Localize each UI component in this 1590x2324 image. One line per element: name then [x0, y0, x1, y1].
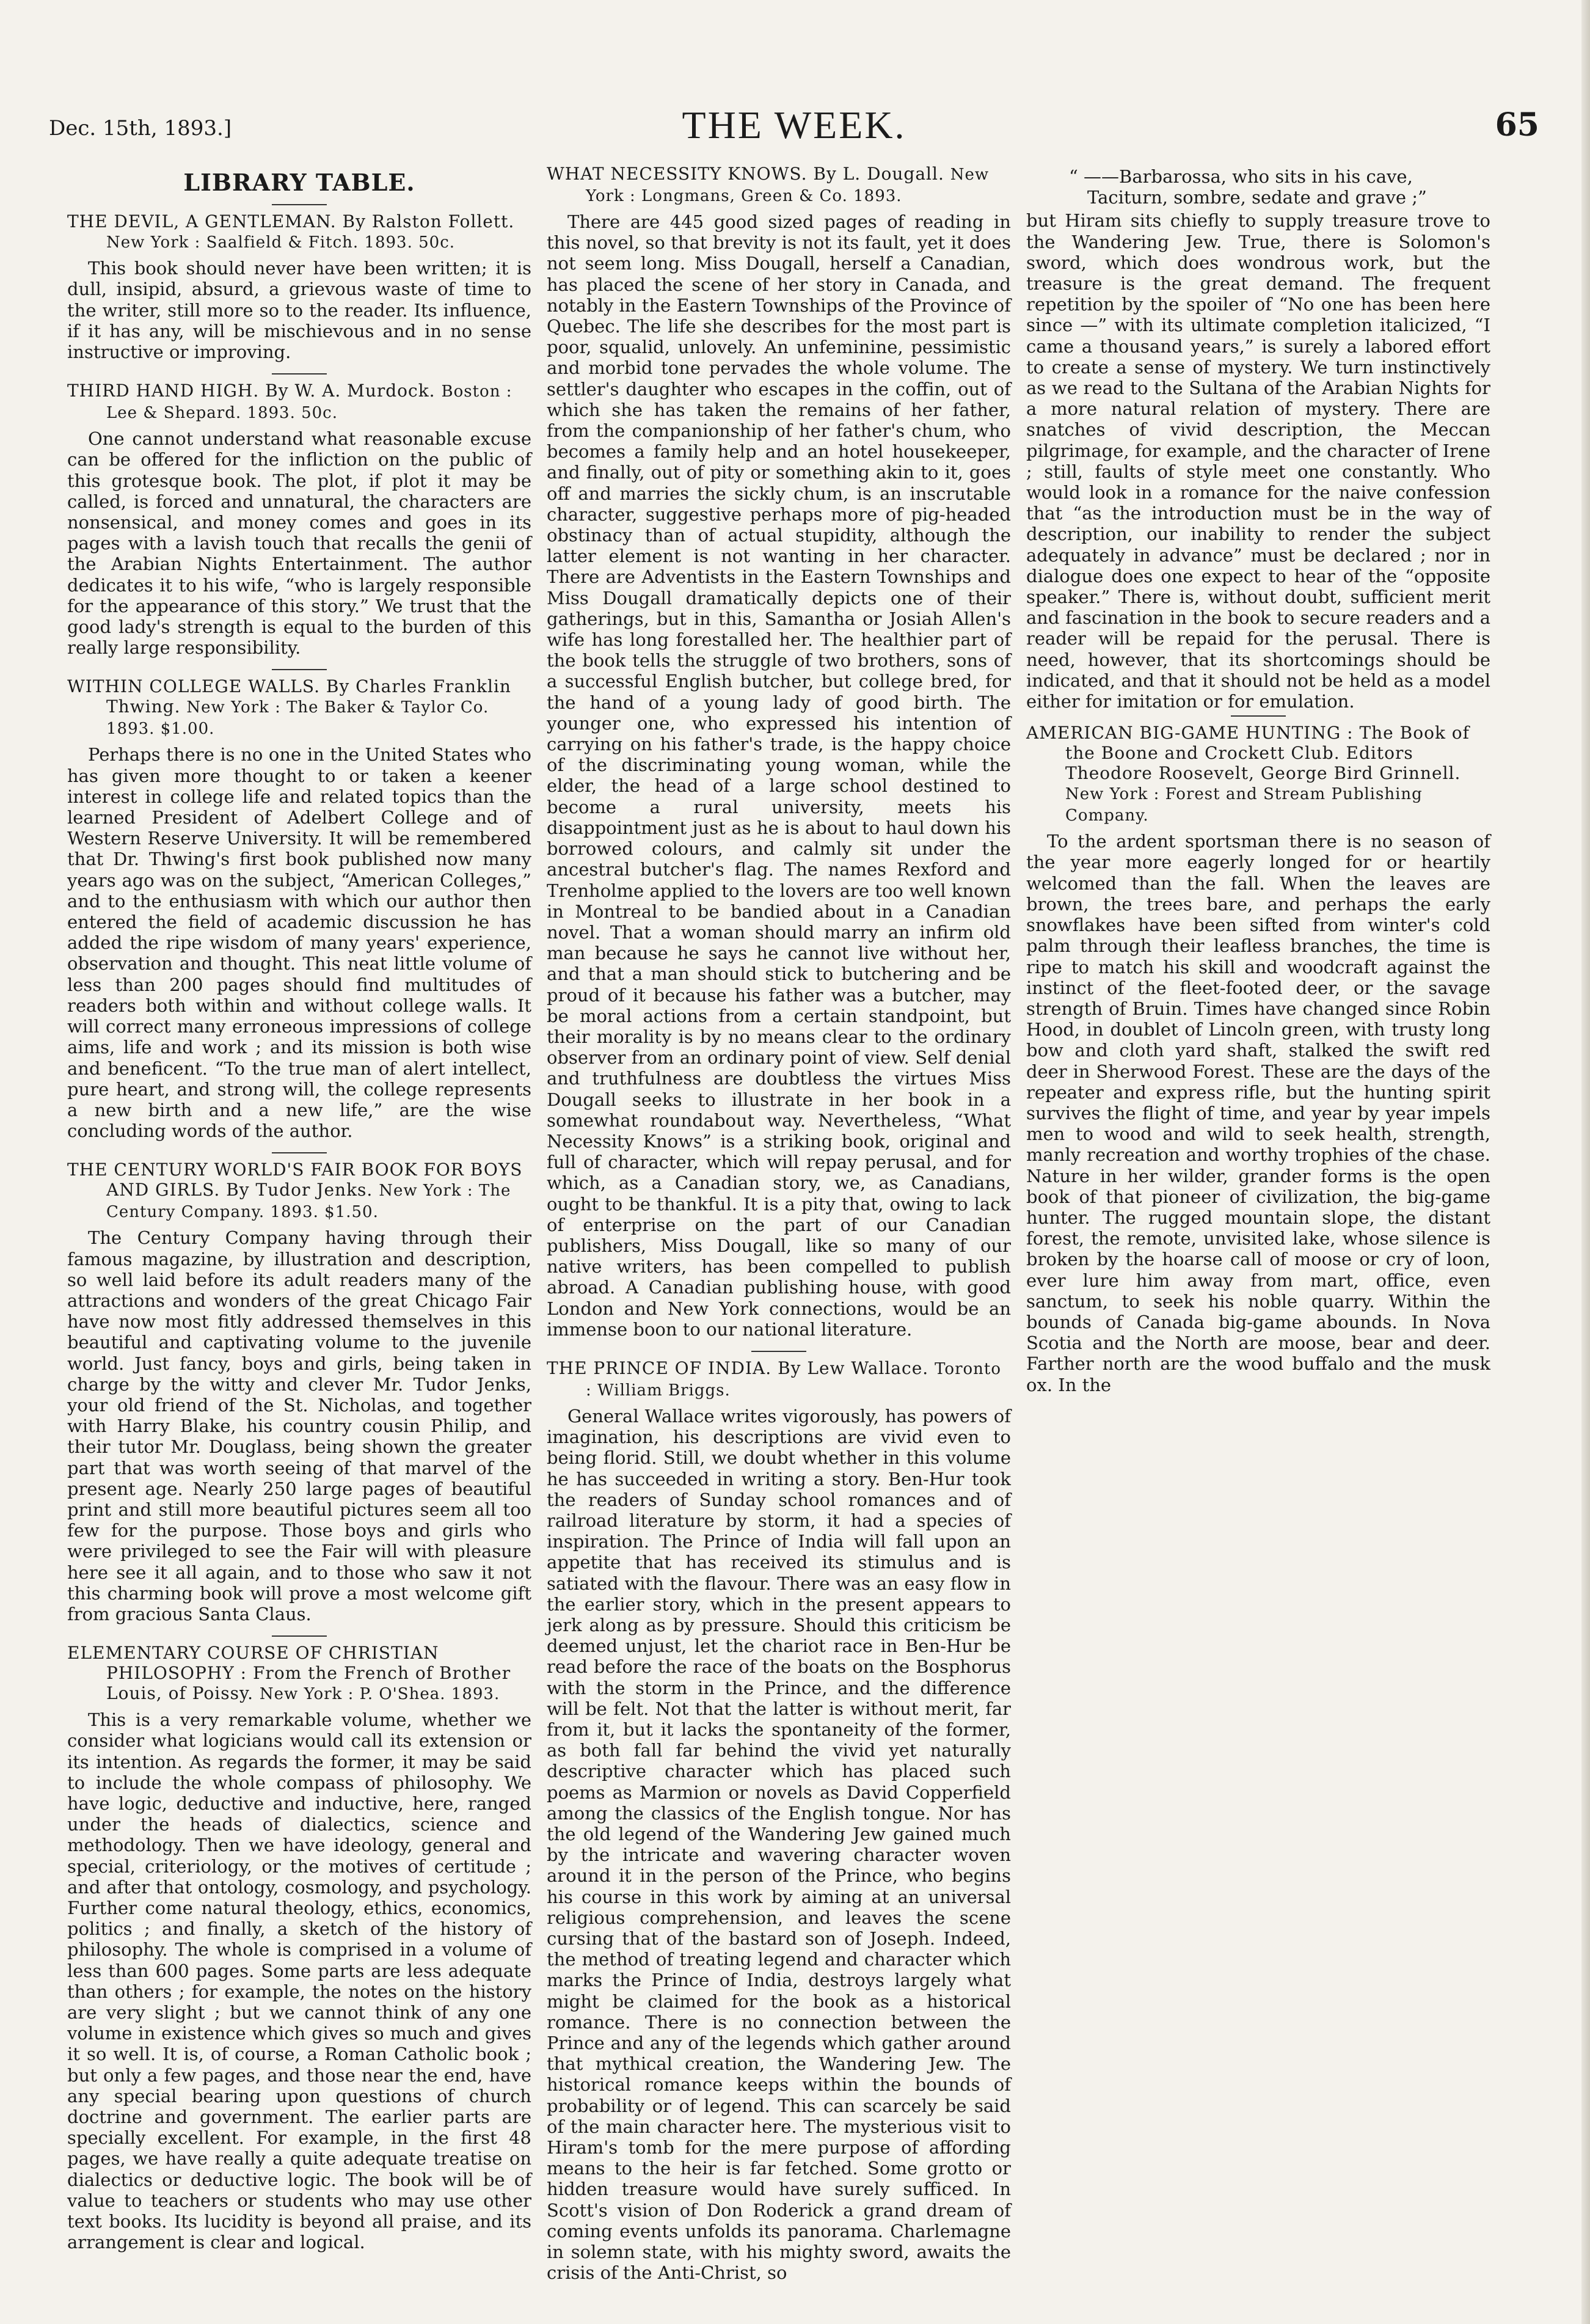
review-heading: [547, 164, 1011, 206]
review-publisher: New York : Forest and Stream Publishing Company.: [1065, 785, 1423, 825]
review-heading: [67, 1643, 531, 1705]
page-number: 65: [1495, 106, 1539, 144]
review-heading: [67, 381, 531, 423]
column-1: [67, 164, 531, 2264]
column-2: [547, 164, 1011, 2295]
column-3: [1026, 164, 1490, 1406]
review-heading: [67, 1160, 531, 1222]
review-text-continued: This is a very remarkable volume, whether we consider what logicians would call its extension or its intention. As regards the former, it may be said to include the whole compass of philosophy. We have logic, deductive and inductive, here, ranged under the heads of dialectics, science and methodology. Then we have ideology, general and special, criteriology, or the motives of certitude ; and after that ontology, cosmology, and psychology. Further come natural theology, ethics, economics, politics ; and finally, a sketch of the history of philosophy. The whole is comprised in a volume of less than 600 pages. Some parts are less adequate than others ; for example, the notes on the history are very slight ; but we cannot think of any one volume in existence which gives so much and gives it so well. It is, of course, a Roman Catholic book ; but only a few pages, and those near the end, have any special bearing upon questions of church doctrine and government. The earlier parts are specially excellent. For example, in the first 48 pages, we have really a quite adequate treatise on dialectics or deductive logic. The book will be of value to teachers or students who may use other text books. Its lucidity is beyond all praise, and its arrangement is clear and logical.: [67, 1709, 531, 2253]
publication-title: THE WEEK.: [682, 103, 906, 147]
review-title: AMERICAN BIG-GAME HUNTING :: [1026, 723, 1354, 744]
review-title: THE PRINCE OF INDIA.: [547, 1357, 772, 1378]
review-title: WHAT NECESSITY KNOWS.: [547, 164, 808, 184]
divider: [272, 669, 327, 670]
review-third-hand-high: [67, 381, 531, 658]
divider: [272, 373, 327, 375]
review-author: The Book of the Boone and Crockett Club. Editors Theodore Roosevelt, George Bird Grinnell.: [1065, 723, 1470, 784]
quote-line: “ ——Barbarossa, who sits in his cave,: [1069, 166, 1413, 187]
review-title: THIRD HAND HIGH.: [67, 381, 260, 401]
page-edge: [1581, 0, 1590, 2324]
review-author: From the French of Brother Louis, of Poissy.: [106, 1663, 511, 1704]
review-title: ELEMENTARY COURSE OF CHRISTIAN PHILOSOPHY :: [67, 1643, 439, 1684]
review-title: THE DEVIL, A GENTLEMAN.: [67, 211, 337, 232]
review-publisher: New York : P. O'Shea. 1893.: [259, 1685, 500, 1704]
review-author: By Tudor Jenks.: [226, 1180, 373, 1200]
review-publisher: Boston : Lee & Shepard. 1893. 50c.: [106, 382, 512, 423]
review-title: THE CENTURY WORLD'S FAIR BOOK FOR BOYS AND GIRLS.: [67, 1160, 523, 1200]
review-author: By L. Dougall.: [813, 164, 944, 184]
review-publisher: Toronto : William Briggs.: [586, 1359, 1001, 1400]
review-text-continued: but Hiram sits chiefly to supply treasure trove to the Wandering Jew. True, there is Solomon's sword, which does wondrous work, but the treasure is the great demand. The frequent repetition by the spoiler of “No one has been here since —” with its ultimate completion italicized, “I came a thousand years,” is surely a labored effort to create a sense of mystery. We turn instinctively as we read to the Sultana of the Arabian Nights for a more natural relation of mystery. There are snatches of vivid description, the Meccan pilgrimage, for example, and the character of Irene ; still, faults of style meet one constantly. Who would look in a romance for the naive confession that “as the introduction must be in the way of description, our inability to render the subject adequately in advance” must be declared ; nor in dialogue does one expect to hear of the “opposite speaker.” There is, without doubt, sufficient merit and fascination in the book to secure readers and a reader will be repaid for the perusal. There is need, however, that its shortcomings should be indicated, and that it should not be held as a model either for imitation or for emulation.: [1026, 210, 1490, 712]
divider: [272, 1152, 327, 1153]
review-century-worlds-fair: [67, 1160, 531, 1624]
review-publisher: New York : Saalfield & Fitch. 1893. 50c.: [106, 233, 456, 252]
quote-line: Taciturn, sombre, sedate and grave ;”: [1087, 187, 1427, 208]
review-what-necessity-knows: [547, 164, 1011, 1340]
review-heading: [1026, 723, 1490, 826]
review-heading: [547, 1358, 1011, 1401]
divider: [751, 1351, 806, 1352]
review-text: This book should never have been written; it is dull, insipid, absurd, a grievous waste of time to the writer, still more so to the reader. Its influence, if it has any, will be mischievous and in no sense instructive or improving.: [67, 258, 531, 363]
review-text: General Wallace writes vigorously, has powers of imagination, his descriptions are vivid even to being florid. Still, we doubt whether in this volume he has succeeded in writing a story. Ben-Hur took the readers of Sunday school romances and of railroad literature by storm, it had a species of inspiration. The Prince of India will fall upon an appetite that has received its stimulus and is satiated with the flavour. There was an easy flow in the earlier story, which in the present appears to jerk along as by pressure. Should this criticism be deemed unjust, let the chariot race in Ben-Hur be read before the race of the boats on the Bosphorus with the storm in the Prince, and the difference will be felt. Not that the latter is without merit, far from it, but it lacks the spontaneity of the former, as both fall far behind the vivid yet naturally descriptive character which has placed such poems as Marmion or novels as David Copperfield among the classics of the English tongue. Nor has the old legend of the Wandering Jew gained much by the intricate and wavering character woven around it in the person of the Prince, who begins his course in this work by aiming at an universal religious comprehension, and leaves the scene cursing that of the bastard son of Joseph. Indeed, the method of treating legend and character which marks the Prince of India, destroys largely what might be claimed for the book as a historical romance. There is no connection between the Prince and any of the legends which gather around that mythical creation, the Wandering Jew. The historical romance keeps within the bounds of probability or of legend. This can scarcely be said of the main character here. The mysterious visit to Hiram's tomb for the mere purpose of affording means to the heir is far fetched. Some grotto or hidden treasure would have surely sufficed. In Scott's vision of Don Roderick a grand dream of coming events unfolds its panorama. Charlemagne in solemn state, with his mighty sword, awaits the crisis of the Anti-Christ, so: [547, 1405, 1011, 2284]
review-text: There are 445 good sized pages of reading in this novel, so that brevity is not its fault, yet it does not seem long. Miss Dougall, herself a Canadian, has placed the scene of her story in Canada, and notably in the Eastern Townships of the Province of Quebec. The life she describes for the most part is poor, squalid, unlovely. An unfeminine, pessimistic and morbid tone pervades the whole volume. The settler's daughter who escapes in the coffin, out of which she has taken the remains of her father, from the companionship of her father's chum, who becomes a family help and an hotel housekeeper, and finally, out of pity or something akin to it, goes off and marries the sickly chum, is an inscrutable character, suggestive perhaps more of pig-headed obstinacy than of actual stupidity, although the latter element is not wanting in her character. There are Adventists in the Eastern Townships and Miss Dougall dramatically depicts one of their gatherings, but in this, Samantha or Josiah Allen's wife has long forestalled her. The healthier part of the book tells the struggle of two brothers, sons of a successful English butcher, but college bred, for the hand of a young lady of good birth. The younger one, who expressed his intention of carrying on his father's trade, is the happy choice of the discriminating young woman, while the elder, the head of a large school destined to become a rural university, meets his disappointment just as he is about to haul down his borrowed colours, and calmly sit under the ancestral butcher's flag. The names Rexford and Trenholme applied to the lovers are too well known in Montreal to be bandied about in a Canadian novel. That a woman should marry an infirm old man because he says he cannot live without her, and that a man should stick to butchering and be proud of it because his father was a butcher, may be moral actions from a certain standpoint, but their morality is by no means clear to the ordinary observer from an ordinary point of view. Self denial and truthfulness are doubtless the virtues Miss Dougall seeks to illustrate in her book in a somewhat roundabout way. Nevertheless, “What Necessity Knows” is a striking book, original and full of character, which will repay perusal, and for which, as a Canadian story, we, as Canadians, ought to be thankful. It is a pity that, owing to lack of enterprise on the part of our Canadian publishers, Miss Dougall, like so many of our native writers, has been compelled to publish abroad. A Canadian publishing house, with good London and New York connections, would be an immense boon to our national literature.: [547, 211, 1011, 1340]
issue-date: Dec. 15th, 1893.]: [49, 116, 232, 141]
review-publisher: New York : The Century Company. 1893. $1.50.: [106, 1182, 511, 1222]
poem-quote: [1026, 166, 1490, 208]
review-devil-gentleman: [67, 211, 531, 362]
divider: [272, 204, 327, 205]
review-text: Perhaps there is no one in the United States who has given more thought to or taken a keener interest in college life and related topics than the learned President of Adelbert College and of Western Reserve University. It will be remembered that Dr. Thwing's first book published now many years ago was on the subject, “American Colleges,” and to the enthusiasm with which our author then entered the field of academic discussion he has added the ripe wisdom of many years' experience, observation and thought. This neat little volume of less than 200 pages should find multitudes of readers both within and without college walls. It will correct many erroneous impressions of college aims, life and work ; and its mission is both wise and beneficent. “To the true man of alert intellect, pure heart, and strong will, the college represents a new birth and a new life,” are the wise concluding words of the author.: [67, 744, 531, 1142]
review-christian-philosophy: [67, 1643, 531, 2253]
review-heading: [67, 211, 531, 253]
review-title: WITHIN COLLEGE WALLS.: [67, 676, 320, 697]
review-text: To the ardent sportsman there is no season of the year more eagerly longed for or heartily welcomed than the fall. When the leaves are brown, the trees bare, and perhaps the early snowflakes have been sifted from winter's cold palm through their leafless branches, the time is ripe to match his skill and woodcraft against the instinct of the fleet-footed deer, or the savage strength of Bruin. Times have changed since Robin Hood, in doublet of Lincoln green, with trusty long bow and cloth yard shaft, stalked the swift red deer in Sherwood Forest. These are the days of the repeater and express rifle, but the hunting spirit survives the flight of time, and year by year impels men to wood and wild to seek health, strength, manly recreation and worthy trophies of the chase. Nature in her wilder, grander forms is the open book of that pioneer of civilization, the big-game hunter. The rugged mountain slope, the distant forest, the remote, unvisited lake, whose silence is broken by the hoarse call of moose or cry of loon, ever lure him away from mart, office, even sanctum, to seek his noble quarry. Within the bounds of Canada big-game abounds. In Nova Scotia and the North are moose, bear and deer. Farther north are the wood buffalo and the musk ox. In the: [1026, 831, 1490, 1395]
review-author: By Charles Franklin Thwing.: [106, 676, 511, 717]
review-author: By Lew Wallace.: [778, 1357, 929, 1378]
review-author: By W. A. Murdock.: [265, 381, 436, 401]
review-prince-of-india: [547, 1358, 1011, 2284]
page-header: [49, 103, 1539, 158]
divider: [272, 1635, 327, 1637]
review-author: By Ralston Follett.: [342, 211, 515, 232]
review-text: One cannot understand what reasonable excuse can be offered for the infliction on the public of this grotesque book. The plot, if plot it may be called, is forced and unnatural, the characters are nonsensical, and money comes and goes in its pages with a lavish touch that recalls the genii of the Arabian Nights Entertainment. The author dedicates it to his wife, “who is largely responsible for the appearance of this story.” We trust that the good lady's strength is equal to the burden of this really large responsibility.: [67, 428, 531, 659]
section-title: LIBRARY TABLE.: [183, 169, 415, 196]
review-heading: [67, 676, 531, 739]
divider: [1231, 715, 1286, 717]
review-american-big-game: [1026, 723, 1490, 1395]
review-publisher: New York : The Baker & Taylor Co. 1893. $1.00.: [106, 698, 489, 739]
review-text: The Century Company having through their famous magazine, by illustration and description, so well laid before its adult readers many of the attractions and wonders of the great Chicago Fair have now most fitly addressed themselves in this beautiful and captivating volume to the juvenile world. Just fancy, boys and girls, being taken in charge by the witty and clever Mr. Tudor Jenks, your old friend of the St. Nicholas, and together with Harry Blake, his country cousin Philip, and their tutor Mr. Douglass, being shown the greater part that was worth seeing of that marvel of the present age. Nearly 250 large pages of beautiful print and still more beautiful pictures seem all too few for the purpose. Those boys and girls who were privileged to see the Fair will with pleasure here see it all again, and to those who saw it not this charming book will prove a most welcome gift from gracious Santa Claus.: [67, 1227, 531, 1624]
review-within-college-walls: [67, 676, 531, 1141]
review-publisher: New York : Longmans, Green & Co. 1893.: [586, 166, 990, 205]
